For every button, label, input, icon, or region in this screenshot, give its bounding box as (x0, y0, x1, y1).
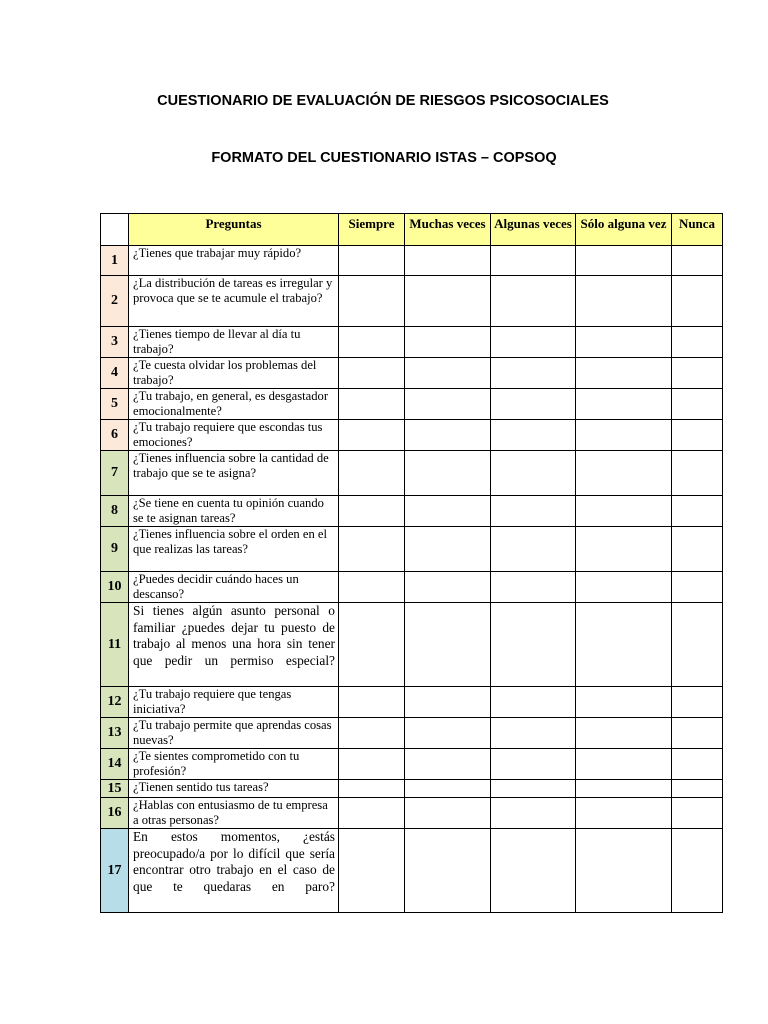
table-row (101, 687, 723, 718)
question-text: ¿Tu trabajo permite que aprendas cosas nuevas? (129, 718, 339, 749)
question-number: 9 (101, 527, 129, 572)
answer-cell-siempre[interactable] (339, 451, 405, 496)
question-number: 12 (101, 687, 129, 718)
answer-cell-nunca[interactable] (672, 451, 723, 496)
answer-cell-muchas-veces[interactable] (405, 451, 491, 496)
answer-cell-solo-alguna-vez[interactable] (576, 780, 672, 798)
answer-cell-nunca[interactable] (672, 718, 723, 749)
question-text: ¿Se tiene en cuenta tu opinión cuando se te asignan tareas? (129, 496, 339, 527)
answer-cell-siempre[interactable] (339, 687, 405, 718)
answer-cell-siempre[interactable] (339, 246, 405, 276)
table-row (101, 829, 723, 913)
answer-cell-solo-alguna-vez[interactable] (576, 718, 672, 749)
answer-cell-solo-alguna-vez[interactable] (576, 246, 672, 276)
question-number: 15 (101, 780, 129, 798)
answer-cell-solo-alguna-vez[interactable] (576, 327, 672, 358)
answer-cell-nunca[interactable] (672, 276, 723, 327)
answer-cell-nunca[interactable] (672, 687, 723, 718)
answer-cell-muchas-veces[interactable] (405, 718, 491, 749)
answer-cell-nunca[interactable] (672, 572, 723, 603)
answer-cell-solo-alguna-vez[interactable] (576, 276, 672, 327)
answer-cell-muchas-veces[interactable] (405, 389, 491, 420)
answer-cell-algunas-veces[interactable] (491, 496, 576, 527)
answer-cell-siempre[interactable] (339, 718, 405, 749)
answer-cell-solo-alguna-vez[interactable] (576, 527, 672, 572)
table-row (101, 420, 723, 451)
header-question: Preguntas (129, 214, 339, 246)
question-number: 13 (101, 718, 129, 749)
answer-cell-muchas-veces[interactable] (405, 358, 491, 389)
question-number: 11 (101, 603, 129, 687)
question-text: ¿Tienes tiempo de llevar al día tu trabajo? (129, 327, 339, 358)
question-text: ¿Hablas con entusiasmo de tu empresa a otras personas? (129, 798, 339, 829)
answer-cell-algunas-veces[interactable] (491, 358, 576, 389)
answer-cell-algunas-veces[interactable] (491, 276, 576, 327)
table-row (101, 327, 723, 358)
answer-cell-nunca[interactable] (672, 527, 723, 572)
answer-cell-nunca[interactable] (672, 603, 723, 687)
questionnaire-table (100, 213, 723, 913)
question-number: 8 (101, 496, 129, 527)
table-row (101, 358, 723, 389)
question-text: Si tienes algún asunto personal o familiar ¿puedes dejar tu puesto de trabajo al menos una hora sin tener que pedir un permiso especial? (129, 603, 339, 687)
question-number: 10 (101, 572, 129, 603)
answer-cell-solo-alguna-vez[interactable] (576, 687, 672, 718)
answer-cell-algunas-veces[interactable] (491, 798, 576, 829)
question-text: ¿Tienen sentido tus tareas? (129, 780, 339, 798)
table-row (101, 496, 723, 527)
answer-cell-muchas-veces[interactable] (405, 687, 491, 718)
answer-cell-muchas-veces[interactable] (405, 780, 491, 798)
answer-cell-solo-alguna-vez[interactable] (576, 572, 672, 603)
question-text: ¿Te cuesta olvidar los problemas del trabajo? (129, 358, 339, 389)
table-row (101, 389, 723, 420)
answer-cell-nunca[interactable] (672, 420, 723, 451)
answer-cell-siempre[interactable] (339, 327, 405, 358)
answer-cell-algunas-veces[interactable] (491, 603, 576, 687)
table-row (101, 451, 723, 496)
header-number-cell (101, 214, 129, 246)
answer-cell-solo-alguna-vez[interactable] (576, 389, 672, 420)
answer-cell-siempre[interactable] (339, 527, 405, 572)
question-number: 5 (101, 389, 129, 420)
answer-cell-nunca[interactable] (672, 496, 723, 527)
answer-cell-muchas-veces[interactable] (405, 572, 491, 603)
answer-cell-algunas-veces[interactable] (491, 749, 576, 780)
table-row (101, 276, 723, 327)
question-text: ¿Puedes decidir cuándo haces un descanso? (129, 572, 339, 603)
question-text: ¿Tienes influencia sobre el orden en el que realizas las tareas? (129, 527, 339, 572)
question-number: 2 (101, 276, 129, 327)
answer-cell-nunca[interactable] (672, 327, 723, 358)
answer-cell-algunas-veces[interactable] (491, 246, 576, 276)
answer-cell-muchas-veces[interactable] (405, 276, 491, 327)
answer-cell-muchas-veces[interactable] (405, 420, 491, 451)
header-muchas-veces: Muchas veces (405, 214, 491, 246)
question-text: ¿Tu trabajo requiere que escondas tus emociones? (129, 420, 339, 451)
table-row (101, 749, 723, 780)
answer-cell-algunas-veces[interactable] (491, 572, 576, 603)
answer-cell-muchas-veces[interactable] (405, 496, 491, 527)
answer-cell-siempre[interactable] (339, 496, 405, 527)
answer-cell-muchas-veces[interactable] (405, 527, 491, 572)
answer-cell-siempre[interactable] (339, 749, 405, 780)
header-row (101, 214, 723, 246)
table-row (101, 572, 723, 603)
question-number: 6 (101, 420, 129, 451)
answer-cell-algunas-veces[interactable] (491, 687, 576, 718)
answer-cell-algunas-veces[interactable] (491, 389, 576, 420)
question-number: 16 (101, 798, 129, 829)
answer-cell-nunca[interactable] (672, 798, 723, 829)
question-number: 14 (101, 749, 129, 780)
answer-cell-muchas-veces[interactable] (405, 829, 491, 913)
header-algunas-veces: Algunas veces (491, 214, 576, 246)
answer-cell-algunas-veces[interactable] (491, 451, 576, 496)
question-text: ¿Te sientes comprometido con tu profesión? (129, 749, 339, 780)
question-number: 17 (101, 829, 129, 913)
answer-cell-siempre[interactable] (339, 276, 405, 327)
answer-cell-siempre[interactable] (339, 603, 405, 687)
header-nunca: Nunca (672, 214, 723, 246)
answer-cell-solo-alguna-vez[interactable] (576, 798, 672, 829)
answer-cell-algunas-veces[interactable] (491, 780, 576, 798)
answer-cell-siempre[interactable] (339, 358, 405, 389)
question-number: 4 (101, 358, 129, 389)
question-text: En estos momentos, ¿estás preocupado/a por lo difícil que sería encontrar otro trabajo en el caso de que te quedaras en paro? (129, 829, 339, 913)
answer-cell-nunca[interactable] (672, 780, 723, 798)
answer-cell-solo-alguna-vez[interactable] (576, 358, 672, 389)
answer-cell-muchas-veces[interactable] (405, 603, 491, 687)
answer-cell-muchas-veces[interactable] (405, 798, 491, 829)
answer-cell-nunca[interactable] (672, 358, 723, 389)
table-row (101, 603, 723, 687)
answer-cell-muchas-veces[interactable] (405, 749, 491, 780)
answer-cell-solo-alguna-vez[interactable] (576, 603, 672, 687)
table-row (101, 718, 723, 749)
answer-cell-muchas-veces[interactable] (405, 246, 491, 276)
document-subtitle: FORMATO DEL CUESTIONARIO ISTAS – COPSOQ (211, 150, 557, 166)
answer-cell-nunca[interactable] (672, 389, 723, 420)
answer-cell-algunas-veces[interactable] (491, 327, 576, 358)
answer-cell-siempre[interactable] (339, 798, 405, 829)
answer-cell-nunca[interactable] (672, 246, 723, 276)
question-number: 1 (101, 246, 129, 276)
answer-cell-algunas-veces[interactable] (491, 527, 576, 572)
header-solo-alguna-vez: Sólo alguna vez (576, 214, 672, 246)
header-siempre: Siempre (339, 214, 405, 246)
answer-cell-algunas-veces[interactable] (491, 718, 576, 749)
answer-cell-siempre[interactable] (339, 780, 405, 798)
answer-cell-siempre[interactable] (339, 572, 405, 603)
answer-cell-algunas-veces[interactable] (491, 420, 576, 451)
document-title: CUESTIONARIO DE EVALUACIÓN DE RIESGOS PSICOSOCIALES (157, 93, 609, 109)
table-row (101, 798, 723, 829)
answer-cell-algunas-veces[interactable] (491, 829, 576, 913)
answer-cell-muchas-veces[interactable] (405, 327, 491, 358)
answer-cell-siempre[interactable] (339, 829, 405, 913)
question-text: ¿Tienes que trabajar muy rápido? (129, 246, 339, 276)
answer-cell-solo-alguna-vez[interactable] (576, 451, 672, 496)
answer-cell-siempre[interactable] (339, 389, 405, 420)
answer-cell-siempre[interactable] (339, 420, 405, 451)
question-text: ¿Tu trabajo, en general, es desgastador emocionalmente? (129, 389, 339, 420)
answer-cell-solo-alguna-vez[interactable] (576, 829, 672, 913)
answer-cell-solo-alguna-vez[interactable] (576, 749, 672, 780)
answer-cell-nunca[interactable] (672, 829, 723, 913)
answer-cell-solo-alguna-vez[interactable] (576, 496, 672, 527)
table-row (101, 527, 723, 572)
answer-cell-nunca[interactable] (672, 749, 723, 780)
question-number: 3 (101, 327, 129, 358)
question-text: ¿Tienes influencia sobre la cantidad de trabajo que se te asigna? (129, 451, 339, 496)
table-row (101, 780, 723, 798)
question-number: 7 (101, 451, 129, 496)
answer-cell-solo-alguna-vez[interactable] (576, 420, 672, 451)
question-text: ¿La distribución de tareas es irregular y provoca que se te acumule el trabajo? (129, 276, 339, 327)
table-row (101, 246, 723, 276)
question-text: ¿Tu trabajo requiere que tengas iniciativa? (129, 687, 339, 718)
